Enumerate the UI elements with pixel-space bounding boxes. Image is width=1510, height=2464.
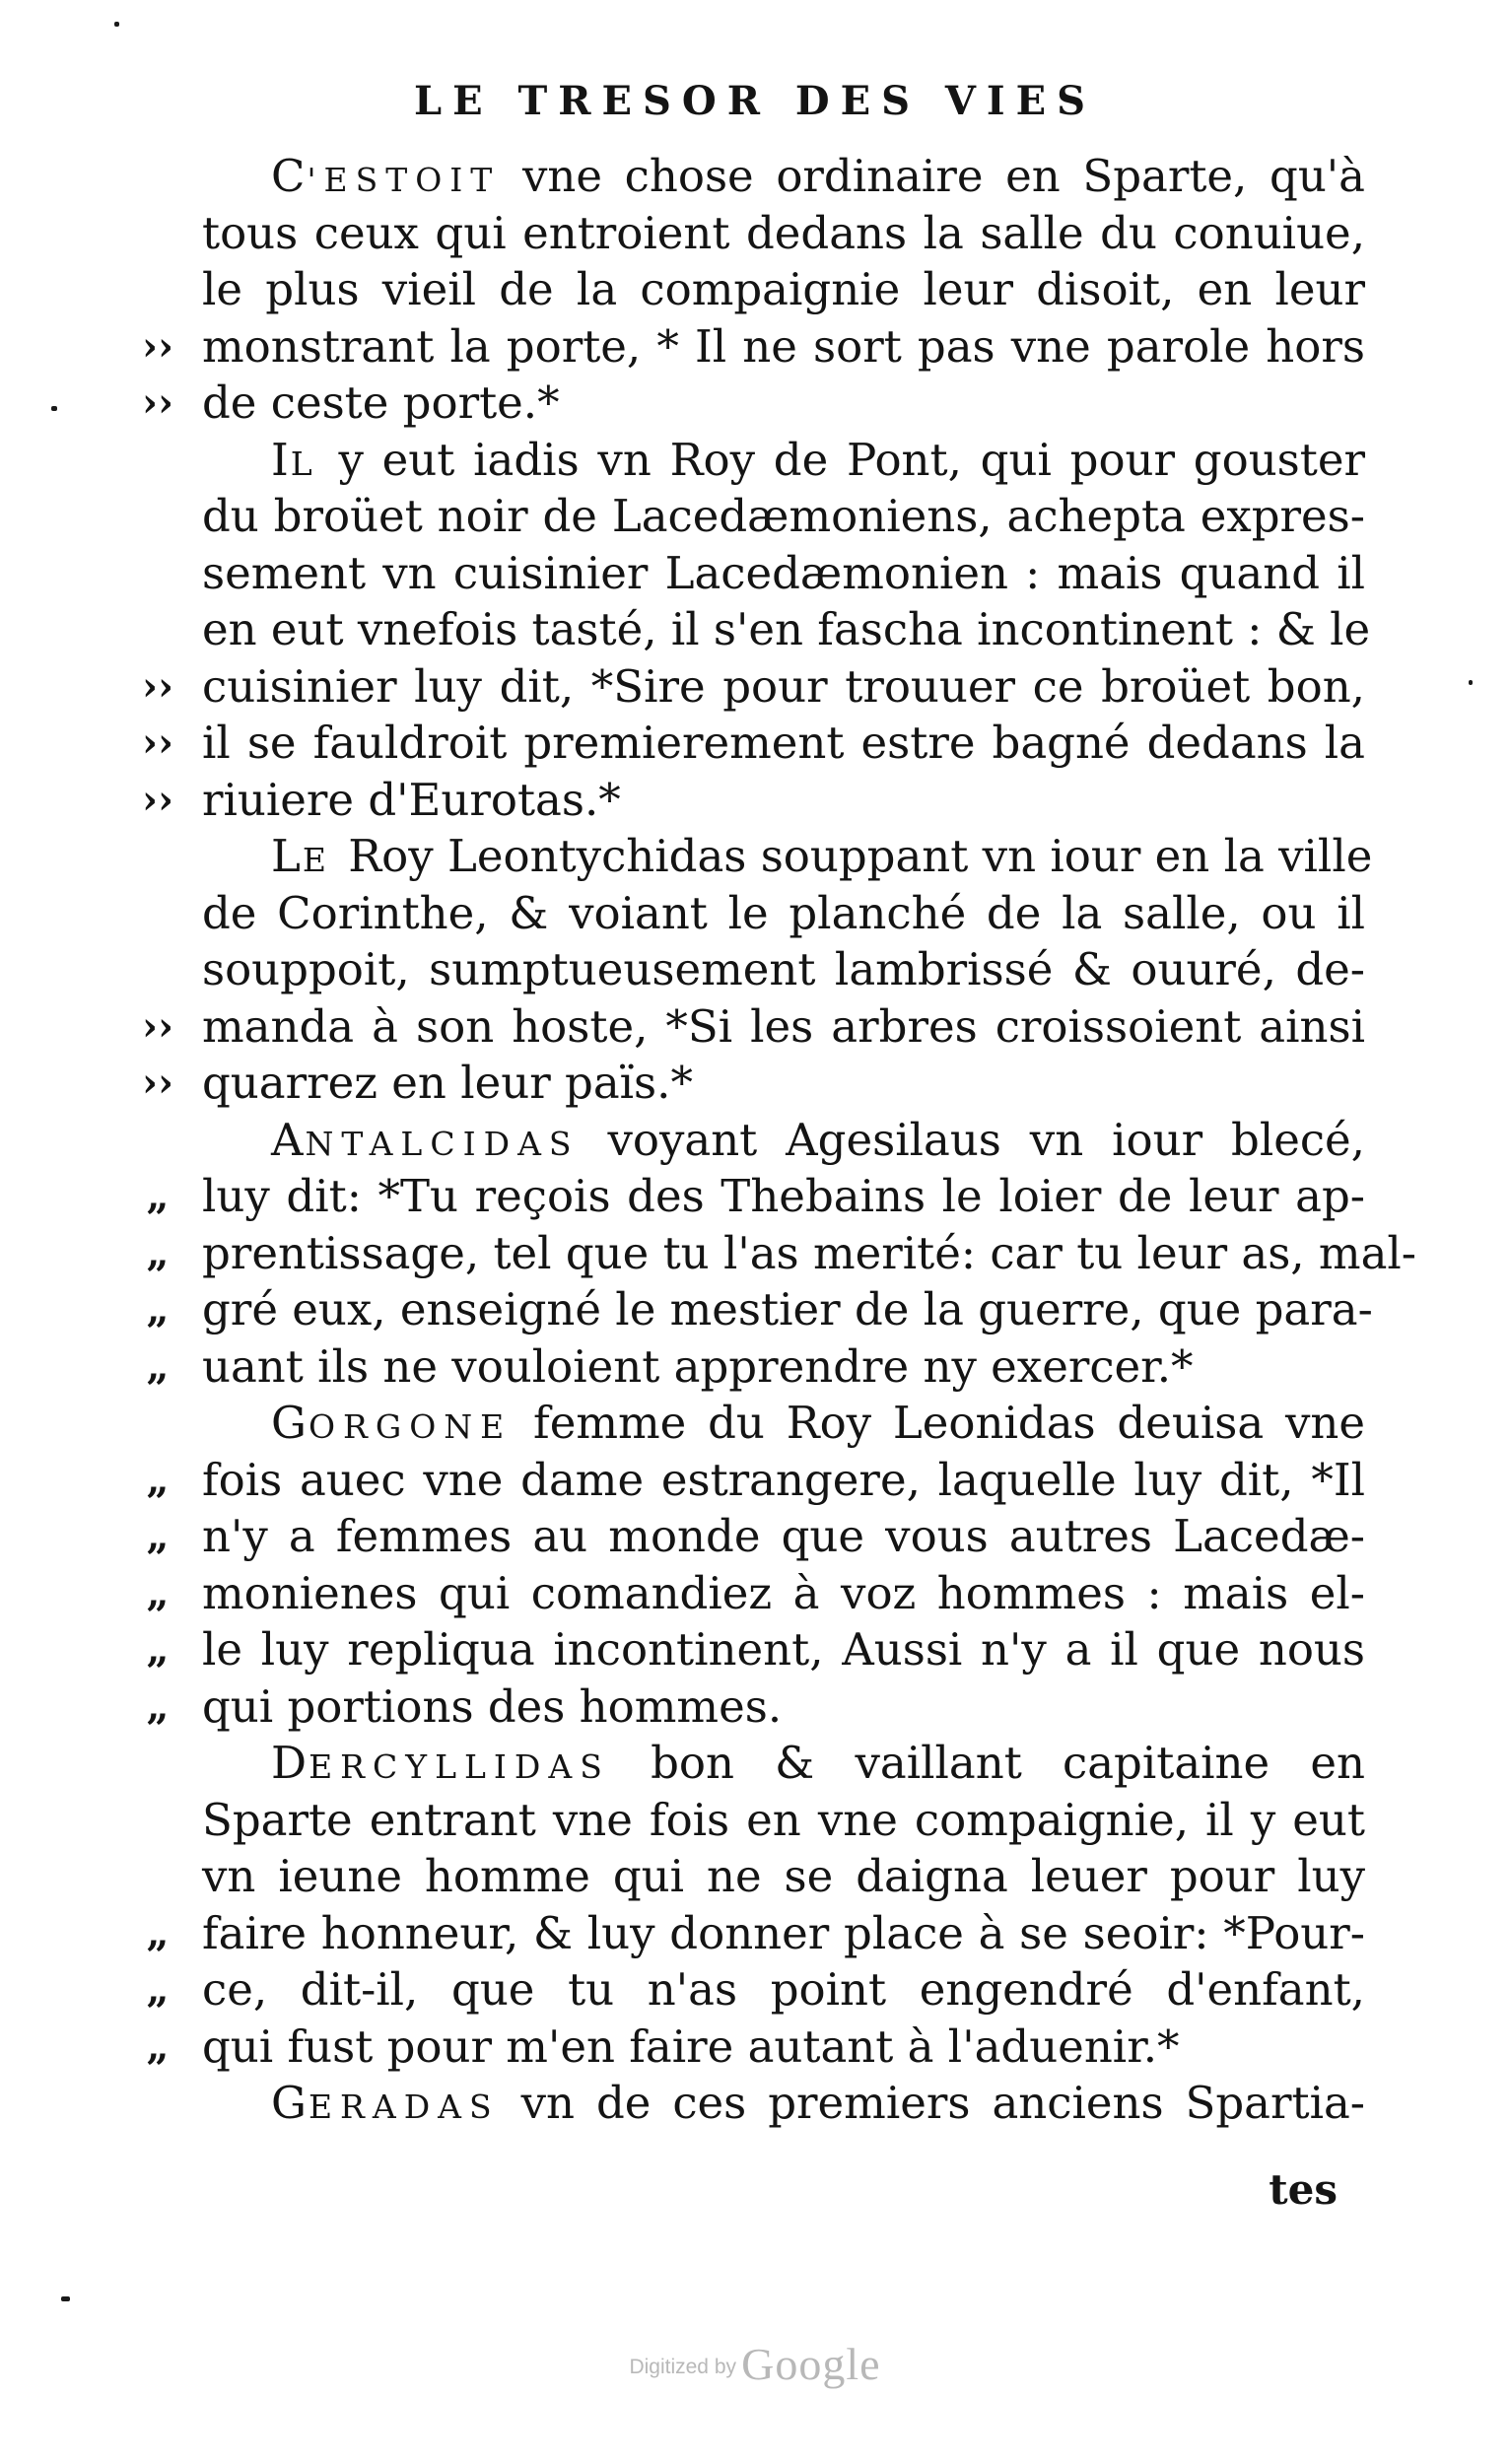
line-text: souppoit, sumptueusement lambrissé & ouuré, de-: [202, 943, 1365, 995]
google-logo: Google: [741, 2339, 881, 2389]
line-text: Roy Leontychidas souppant vn iour en la ville: [348, 830, 1373, 882]
text-line: [202, 1112, 1365, 1169]
text-line: [202, 432, 1365, 489]
text-line: [202, 148, 1365, 205]
margin-marker: ››: [142, 719, 173, 766]
initial-letter: D: [271, 1737, 309, 1789]
small-caps-word: E: [302, 841, 334, 879]
text-line: [202, 885, 1365, 942]
text-line: [146, 1338, 1365, 1396]
line-text: en eut vnefois tasté, il s'en fascha incontinent : & le: [202, 603, 1371, 655]
margin-marker: „: [146, 1909, 170, 1956]
line-text: tous ceux qui entroient dedans la salle du conuiue,: [202, 206, 1365, 259]
line-text: le plus vieil de la compaignie leur disoit, en leur: [202, 263, 1365, 315]
small-caps-word: ERADAS: [308, 2088, 500, 2126]
line-text: femme du Roy Leonidas deuisa vne: [533, 1397, 1365, 1449]
paragraph: [146, 1395, 1365, 1735]
line-text: luy dit: *Tu reçois des Thebains le loier de leur ap-: [202, 1170, 1365, 1222]
small-caps-word: ORGONE: [308, 1407, 513, 1446]
margin-marker: „: [146, 1342, 170, 1390]
text-line: [202, 205, 1365, 262]
line-text: fois auec vne dame estrangere, laquelle luy dit, *Il: [202, 1453, 1365, 1506]
ink-speck: [1469, 680, 1473, 685]
line-text: qui fust pour m'en faire autant à l'aduenir.*: [202, 2019, 1180, 2073]
line-text: riuiere d'Eurotas.*: [202, 773, 621, 826]
text-block: [142, 148, 1417, 2132]
paragraph: [146, 1112, 1417, 1396]
opening-small-caps: [271, 830, 334, 882]
line-text: Sparte entrant vne fois en vne compaignie, il y eut: [202, 1793, 1365, 1846]
text-line: [202, 828, 1373, 885]
opening-small-caps: [271, 1397, 513, 1449]
paragraph: [202, 2075, 1365, 2132]
margin-marker: „: [146, 1456, 170, 1503]
ink-speck: [114, 22, 119, 27]
text-line: [202, 1792, 1365, 1849]
text-line: [202, 488, 1365, 545]
small-caps-word: ERCYLLIDAS: [309, 1747, 610, 1786]
line-text: vn de ces premiers anciens Spartia-: [520, 2077, 1365, 2129]
line-text: bon & vaillant capitaine en: [651, 1737, 1365, 1789]
text-line: [202, 601, 1371, 658]
line-text: faire honneur, & luy donner place à se seoir: *Pour-: [202, 1906, 1365, 1959]
initial-letter: G: [271, 2077, 309, 2129]
opening-small-caps: [271, 1113, 580, 1166]
text-line: [202, 545, 1365, 602]
line-text: monienes qui comandiez à voz hommes : mais el-: [202, 1566, 1365, 1619]
line-text: prentissage, tel que tu l'as merité: car tu leur as, mal-: [202, 1226, 1417, 1279]
line-text: de Corinthe, & voiant le planché de la salle, ou il: [202, 886, 1365, 939]
margin-marker: ››: [142, 1002, 173, 1050]
text-line: [142, 998, 1365, 1056]
line-text: vn ieune homme qui ne se daigna leuer pour luy: [202, 1850, 1365, 1902]
line-text: monstrant la porte, * Il ne sort pas vne parole hors: [202, 319, 1365, 373]
text-line: [142, 318, 1365, 376]
text-line: [142, 658, 1365, 716]
text-line: [202, 1848, 1365, 1905]
text-line: [202, 1735, 1365, 1792]
digitized-watermark: [0, 2338, 1510, 2390]
line-text: n'y a femmes au monde que vous autres Lacedæ-: [202, 1510, 1365, 1562]
text-line: [142, 375, 1365, 432]
small-caps-word: 'ESTOIT: [307, 161, 501, 199]
initial-letter: A: [271, 1113, 306, 1166]
ink-speck: [51, 406, 57, 411]
small-caps-word: L: [290, 444, 320, 483]
line-text: uant ils ne vouloient apprendre ny exercer.*: [202, 1339, 1194, 1393]
text-line: [146, 1565, 1365, 1622]
catchword: tes: [1269, 2165, 1338, 2214]
text-line: [146, 1961, 1365, 2019]
initial-letter: C: [271, 150, 308, 202]
margin-marker: „: [146, 1626, 170, 1673]
line-text: manda à son hoste, *Si les arbres croissoient ainsi: [202, 999, 1365, 1053]
margin-marker: ››: [142, 662, 173, 710]
margin-marker: „: [146, 2022, 170, 2070]
initial-letter: I: [271, 433, 291, 486]
paragraph: [146, 1735, 1365, 2075]
text-line: [146, 1678, 1365, 1736]
opening-small-caps: [271, 150, 501, 202]
line-text: ce, dit-il, que tu n'as point engendré d'enfant,: [202, 1963, 1365, 2016]
margin-marker: „: [146, 1173, 170, 1219]
margin-marker: „: [146, 1513, 170, 1559]
line-text: le luy repliqua incontinent, Aussi n'y a il que nous: [202, 1623, 1365, 1676]
line-text: cuisinier luy dit, *Sire pour trouuer ce broüet bon,: [202, 659, 1365, 713]
text-line: [202, 1395, 1365, 1452]
text-line: [146, 1225, 1417, 1282]
line-text: gré eux, enseigné le mestier de la guerre, que para-: [202, 1283, 1373, 1335]
line-text: y eut iadis vn Roy de Pont, qui pour gouster: [338, 433, 1365, 486]
margin-marker: „: [146, 1966, 170, 2013]
text-line: [142, 1055, 1365, 1112]
margin-marker: „: [146, 1569, 170, 1616]
line-text: du broüet noir de Lacedæmoniens, achepta expres-: [202, 490, 1365, 542]
text-line: [146, 1621, 1365, 1678]
text-line: [146, 1508, 1365, 1565]
margin-marker: „: [146, 1229, 170, 1276]
paragraph: [142, 432, 1371, 829]
text-line: [146, 1168, 1365, 1225]
line-text: de ceste porte.*: [202, 376, 560, 429]
text-line: [146, 1905, 1365, 1962]
line-text: sement vn cuisinier Lacedæmonien : mais quand il: [202, 546, 1365, 599]
watermark-prefix: Digitized by: [629, 2356, 737, 2378]
ink-speck: [61, 2296, 70, 2301]
line-text: quarrez en leur païs.*: [202, 1057, 693, 1109]
text-line: [142, 715, 1365, 772]
text-line: [142, 772, 1365, 829]
opening-small-caps: [271, 433, 320, 486]
text-line: [202, 941, 1365, 998]
line-text: qui portions des hommes.: [202, 1679, 783, 1733]
margin-marker: ››: [142, 322, 173, 370]
text-line: [146, 2019, 1365, 2076]
margin-marker: „: [146, 1682, 170, 1730]
margin-marker: ››: [142, 776, 173, 823]
line-text: il se fauldroit premierement estre bagné dedans la: [202, 717, 1365, 769]
opening-small-caps: [271, 2077, 500, 2129]
small-caps-word: NTALCIDAS: [305, 1124, 580, 1163]
line-text: vne chose ordinaire en Sparte, qu'à: [521, 150, 1365, 202]
opening-small-caps: [271, 1737, 610, 1789]
text-line: [202, 261, 1365, 318]
text-line: [202, 2075, 1365, 2132]
text-line: [146, 1452, 1365, 1509]
initial-letter: L: [271, 830, 303, 882]
paragraph: [142, 828, 1373, 1112]
text-line: [146, 1281, 1373, 1338]
line-text: voyant Agesilaus vn iour blecé,: [607, 1113, 1365, 1166]
running-head: LE TRESOR DES VIES: [413, 78, 1097, 124]
margin-marker: ››: [142, 379, 173, 426]
initial-letter: G: [271, 1397, 309, 1449]
margin-marker: ››: [142, 1060, 173, 1106]
paragraph: [142, 148, 1365, 432]
margin-marker: „: [146, 1286, 170, 1333]
